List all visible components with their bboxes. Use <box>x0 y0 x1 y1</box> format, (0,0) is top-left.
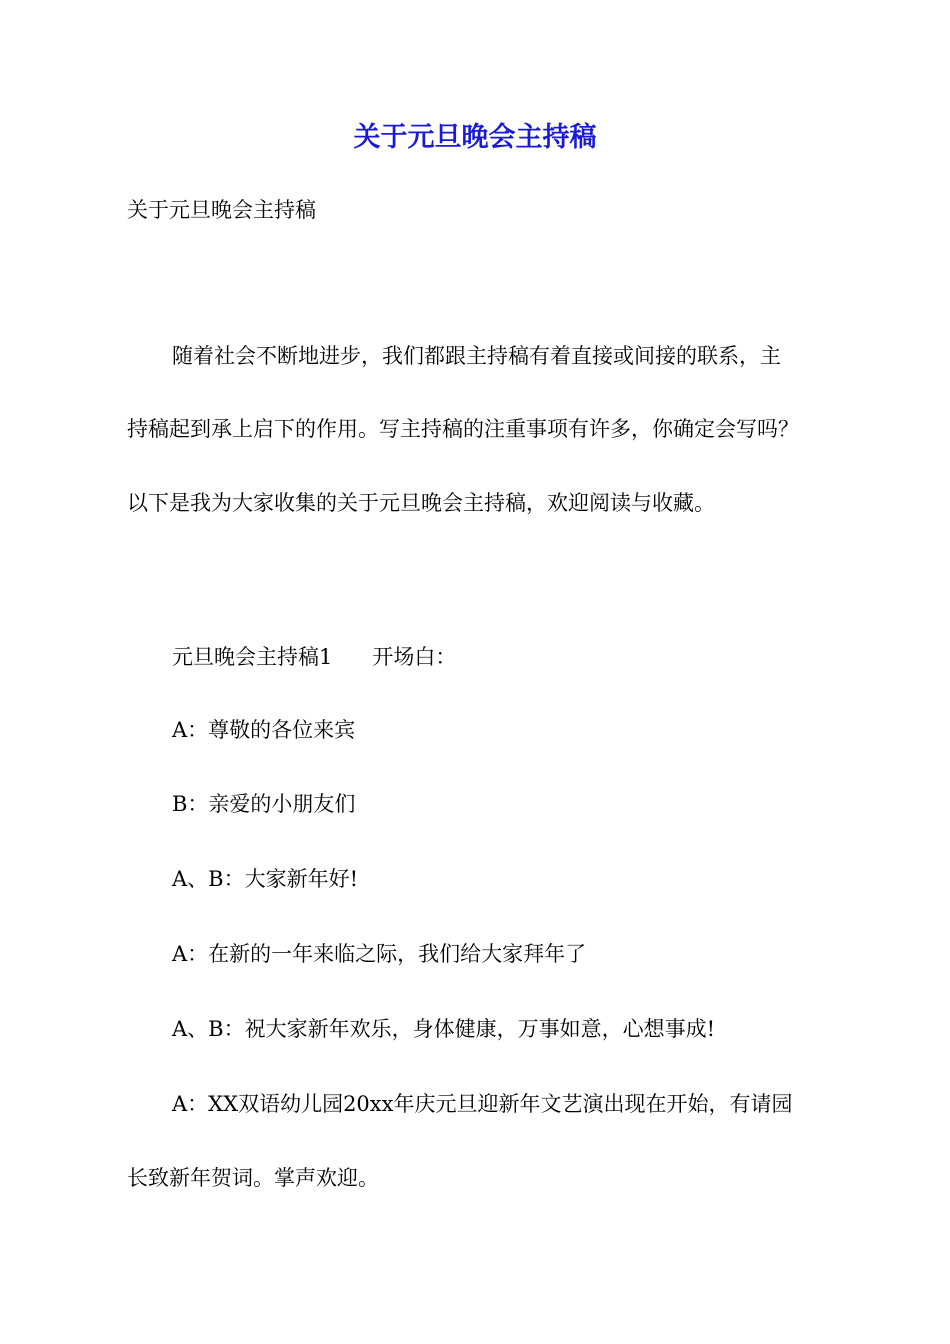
dialogue-line-3: A、B：大家新年好! <box>172 867 359 891</box>
intro-line-1: 随着社会不断地进步，我们都跟主持稿有着直接或间接的联系，主 <box>172 344 781 368</box>
intro-line-2: 持稿起到承上启下的作用。写主持稿的注重事项有许多，你确定会写吗？ <box>127 417 799 441</box>
section-subheading: 开场白： <box>372 645 457 669</box>
dialogue-line-2: B：亲爱的小朋友们 <box>172 792 356 816</box>
section-heading-line <box>172 641 872 673</box>
closing-line: 长致新年贺词。掌声欢迎。 <box>127 1166 379 1190</box>
document-subtitle: 关于元旦晚会主持稿 <box>127 198 316 222</box>
intro-line-3: 以下是我为大家收集的关于元旦晚会主持稿，欢迎阅读与收藏。 <box>127 491 715 515</box>
dialogue-line-6: A：XX双语幼儿园20xx年庆元旦迎新年文艺演出现在开始，有请园 <box>172 1092 793 1116</box>
document-title: 关于元旦晚会主持稿 <box>353 122 597 153</box>
dialogue-line-1: A：尊敬的各位来宾 <box>172 718 356 742</box>
dialogue-line-4: A：在新的一年来临之际，我们给大家拜年了 <box>172 942 587 966</box>
dialogue-line-5: A、B：祝大家新年欢乐，身体健康，万事如意，心想事成! <box>172 1017 716 1041</box>
section-heading: 元旦晚会主持稿1 <box>172 645 333 669</box>
